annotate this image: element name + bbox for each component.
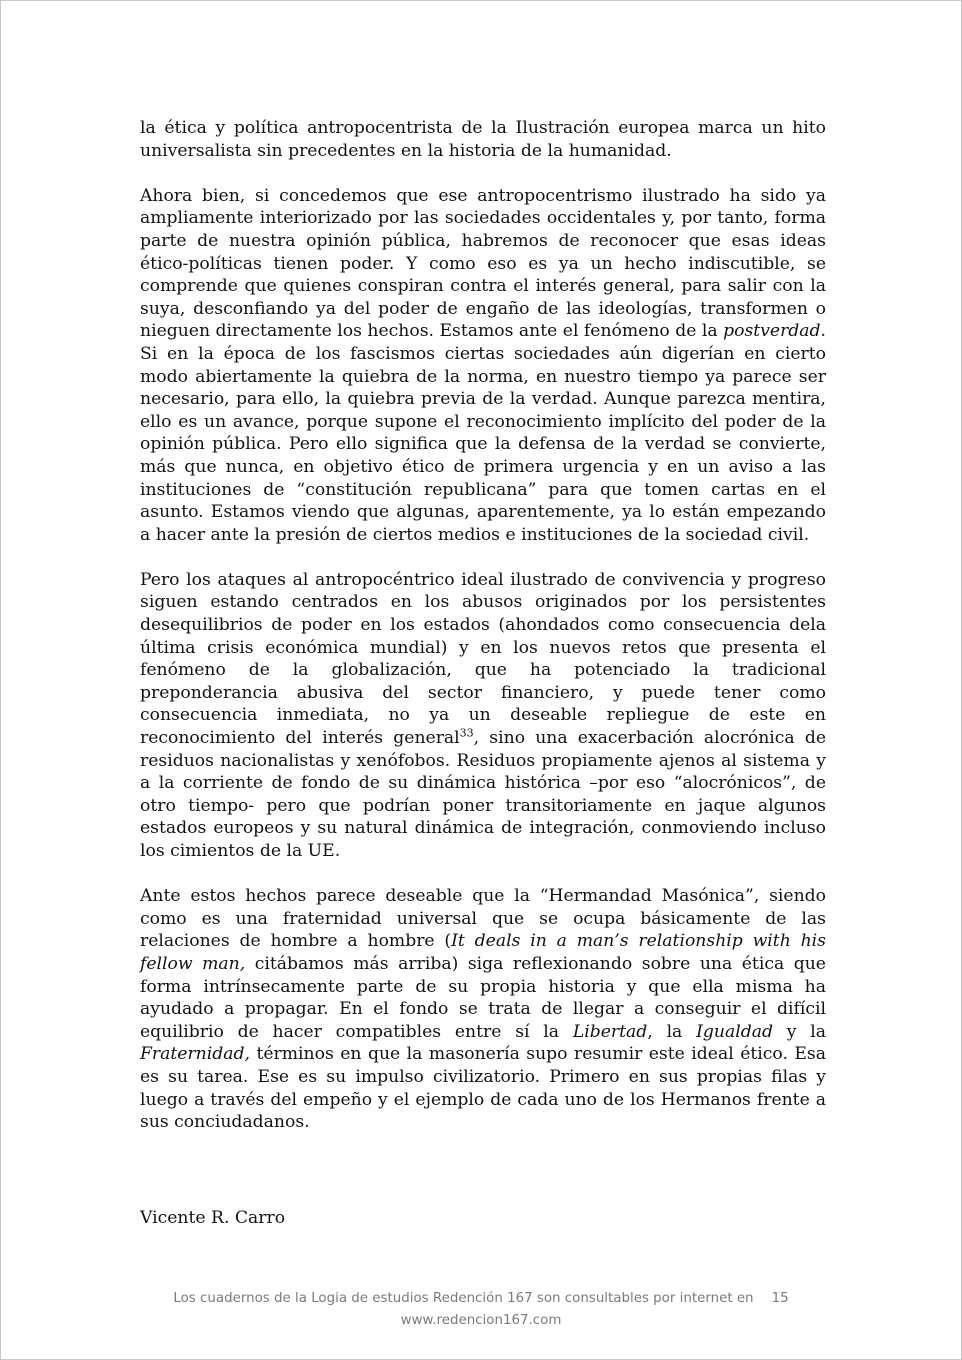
text-segment: términos en que la masonería supo resumir este ideal ético. Esa es su tarea. Ese es su impulso civilizatorio. Primero en sus propias filas y luego a través del empeño y el ejemplo de cada uno de los Hermanos frente a sus conciudadanos. [140,1044,826,1133]
text-segment: Ante estos hechos parece deseable que la “Hermandad Masónica”, siendo como es una fraternidad universal que se ocupa básicamente de las relaciones de hombre a hombre ( [140,886,826,952]
footnote-reference: 33 [459,726,474,740]
paragraph [140,117,826,162]
footer-url: www.redencion167.com [400,1313,562,1328]
paragraph [140,885,826,1134]
page-number: 15 [771,1291,789,1306]
italic-text: Libertad [572,1021,648,1042]
text-segment: citábamos más arriba) siga reflexionando sobre una ética que forma intrínsecamente parte de su propia historia y que ella misma ha ayudado a propagar. En el fondo se trata de llegar a conseguir el difícil equilibrio de hacer compatibles entre sí la [140,953,826,1042]
text-segment: , sino una exacerbación alocrónica de residuos nacionalistas y xenófobos. Residuos propiamente ajenos al sistema y a la corriente de fondo de su dinámica histórica –por eso “alocrónicos”, de otro tiempo- pero que podrían poner transitoriamente en jaque algunos estados europeos y su natural dinámica de integración, conmoviendo incluso los cimientos de la UE. [140,728,826,861]
text-segment: Pero los ataques al antropocéntrico ideal ilustrado de convivencia y progreso siguen estando centrados en los abusos originados por los persistentes desequilibrios de poder en los estados (ahondados como consecuencia dela última crisis económica mundial) y en los nuevos retos que presenta el fenómeno de la globalización, que ha potenciado la tradicional preponderancia abusiva del sector financiero, y puede tener como consecuencia inmediata, no ya un deseable repliegue de este en reconocimiento del interés general [140,569,826,749]
paragraph [140,569,826,863]
italic-text: Fraternidad, [140,1044,250,1065]
footer-note: Los cuadernos de la Logia de estudios Redención 167 son consultables por internet en [173,1291,754,1306]
text-segment: y la [772,1021,827,1042]
text-segment: , la [647,1021,697,1042]
text-segment: la ética y política antropocentrista de la Ilustración europea marca un hito universalista sin precedentes en la historia de la humanidad. [140,118,826,161]
text-segment: Ahora bien, si concedemos que ese antropocentrismo ilustrado ha sido ya ampliamente interiorizado por las sociedades occidentales y, por tanto, forma parte de nuestra opinión pública, habremos de reconocer que esas ideas ético-políticas tienen poder. Y como eso es ya un hecho indiscutible, se comprende que quienes conspiran contra el interés general, para salir con la suya, desconfiando ya del poder de engaño de las ideologías, transformen o nieguen directamente los hechos. Estamos ante el fenómeno de la [140,185,826,342]
footer-line [1,1291,961,1306]
italic-text: Igualdad [696,1021,773,1042]
author-signature: Vicente R. Carro [140,1208,286,1228]
text-segment: Si en la época de los fascismos ciertas sociedades aún digerían en cierto modo abiertamente la quiebra de la norma, en nuestro tiempo ya parece ser necesario, para ello, la quiebra previa de la verdad. Aunque parezca mentira, ello es un avance, porque supone el reconocimiento implícito del poder de la opinión pública. Pero ello significa que la defensa de la verdad se convierte, más que nunca, en objetivo ético de primera urgencia y en un aviso a las instituciones de “constitución republicana” para que tomen cartas en el asunto. Estamos viendo que algunas, aparentemente, ya lo están empezando a hacer ante la presión de ciertos medios e instituciones de la sociedad civil. [140,343,826,545]
italic-text: postverdad. [723,321,826,342]
document-body [140,117,826,1134]
paragraph [140,185,826,547]
italic-text: It deals in a man’s relationship with his fellow man, [140,931,826,974]
